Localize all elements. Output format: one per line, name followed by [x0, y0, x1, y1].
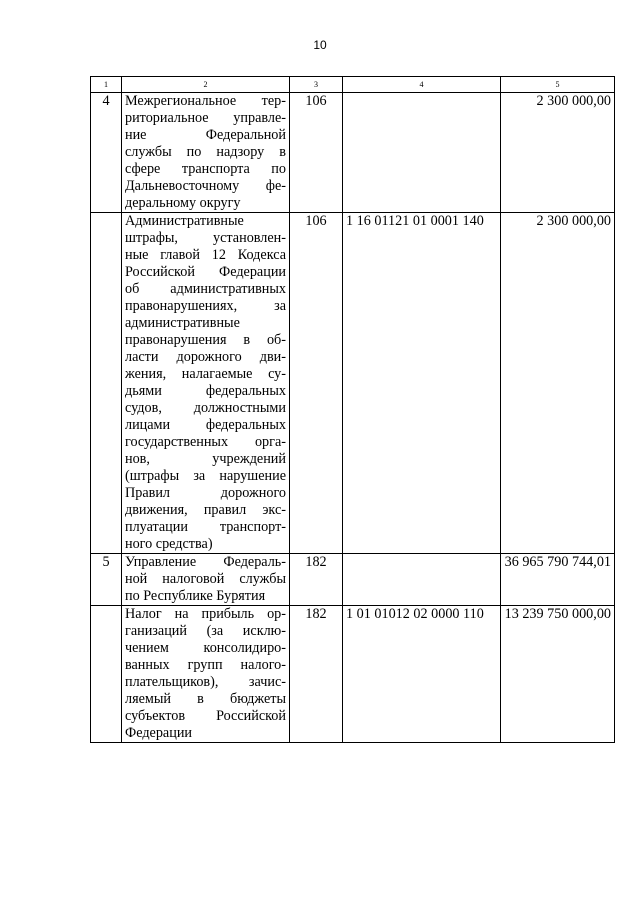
- row-name-line: по Республике Бурятия: [125, 588, 266, 604]
- row-name-line: Федерации: [125, 725, 193, 741]
- row-kbk: [343, 554, 501, 606]
- row-kbk: [343, 93, 501, 213]
- row-name-line: правонарушения в об-: [125, 332, 286, 348]
- row-name-line: Налог на прибыль ор-: [125, 606, 286, 622]
- row-name-line: жения, налагаемые су-: [125, 366, 286, 382]
- row-name-line: нов, учреждений: [125, 451, 286, 467]
- row-name-line: плуатации транспорт-: [125, 519, 286, 535]
- row-name-line: ние Федеральной: [125, 127, 286, 143]
- row-name: [122, 213, 290, 554]
- table-row: [91, 93, 615, 213]
- row-name-line: ляемый в бюджеты: [125, 691, 286, 707]
- row-name-line: службы по надзору в: [125, 144, 286, 160]
- table-row: [91, 606, 615, 743]
- row-name-line: Управление Федераль-: [125, 554, 286, 570]
- row-number: 4: [91, 93, 122, 213]
- row-name-line: Дальневосточному фе-: [125, 178, 286, 194]
- row-amount: 36 965 790 744,01: [501, 554, 615, 606]
- row-amount: 2 300 000,00: [501, 93, 615, 213]
- header-col-4: 4: [343, 77, 501, 93]
- row-kbk: 1 01 01012 02 0000 110: [343, 606, 501, 743]
- row-name-line: штрафы, установлен-: [125, 230, 286, 246]
- row-name-line: об административных: [125, 281, 286, 297]
- row-name-line: ного средства): [125, 536, 213, 552]
- row-name-line: ганизаций (за исклю-: [125, 623, 286, 639]
- row-name-line: государственных орга-: [125, 434, 286, 450]
- row-admin-code: 106: [290, 213, 343, 554]
- page-number: 10: [313, 38, 327, 52]
- row-name-line: ные главой 12 Кодекса: [125, 247, 286, 263]
- table-row: [91, 554, 615, 606]
- row-name-line: лицами федеральных: [125, 417, 286, 433]
- header-col-2: 2: [122, 77, 290, 93]
- row-name: [122, 554, 290, 606]
- row-number: 5: [91, 554, 122, 606]
- row-amount: 2 300 000,00: [501, 213, 615, 554]
- row-admin-code: 182: [290, 606, 343, 743]
- budget-table: [90, 76, 615, 743]
- row-name-line: Российской Федерации: [125, 264, 286, 280]
- header-col-1: 1: [91, 77, 122, 93]
- row-number: [91, 606, 122, 743]
- row-name-line: плательщиков), зачис-: [125, 674, 286, 690]
- row-name-line: Межрегиональное тер-: [125, 93, 286, 109]
- row-name-line: административные: [125, 315, 240, 331]
- row-amount: 13 239 750 000,00: [501, 606, 615, 743]
- row-number: [91, 213, 122, 554]
- row-name-line: Административные: [125, 213, 244, 229]
- row-name-line: ной налоговой службы: [125, 571, 286, 587]
- row-name-line: риториальное управле-: [125, 110, 286, 126]
- row-admin-code: 182: [290, 554, 343, 606]
- header-col-3: 3: [290, 77, 343, 93]
- row-name-line: ласти дорожного дви-: [125, 349, 286, 365]
- row-name-line: сфере транспорта по: [125, 161, 286, 177]
- row-kbk: 1 16 01121 01 0001 140: [343, 213, 501, 554]
- table-header-row: [91, 77, 615, 93]
- row-name-line: судов, должностными: [125, 400, 286, 416]
- header-col-5: 5: [501, 77, 615, 93]
- row-name-line: дьями федеральных: [125, 383, 286, 399]
- row-name-line: чением консолидиро-: [125, 640, 286, 656]
- row-name-line: Правил дорожного: [125, 485, 286, 501]
- row-name: [122, 93, 290, 213]
- row-name-line: ванных групп налого-: [125, 657, 286, 673]
- table-row: [91, 213, 615, 554]
- row-name-line: субъектов Российской: [125, 708, 286, 724]
- row-name: [122, 606, 290, 743]
- row-name-line: деральному округу: [125, 195, 241, 211]
- row-name-line: правонарушениях, за: [125, 298, 286, 314]
- row-name-line: движения, правил экс-: [125, 502, 286, 518]
- row-name-line: (штрафы за нарушение: [125, 468, 286, 484]
- row-admin-code: 106: [290, 93, 343, 213]
